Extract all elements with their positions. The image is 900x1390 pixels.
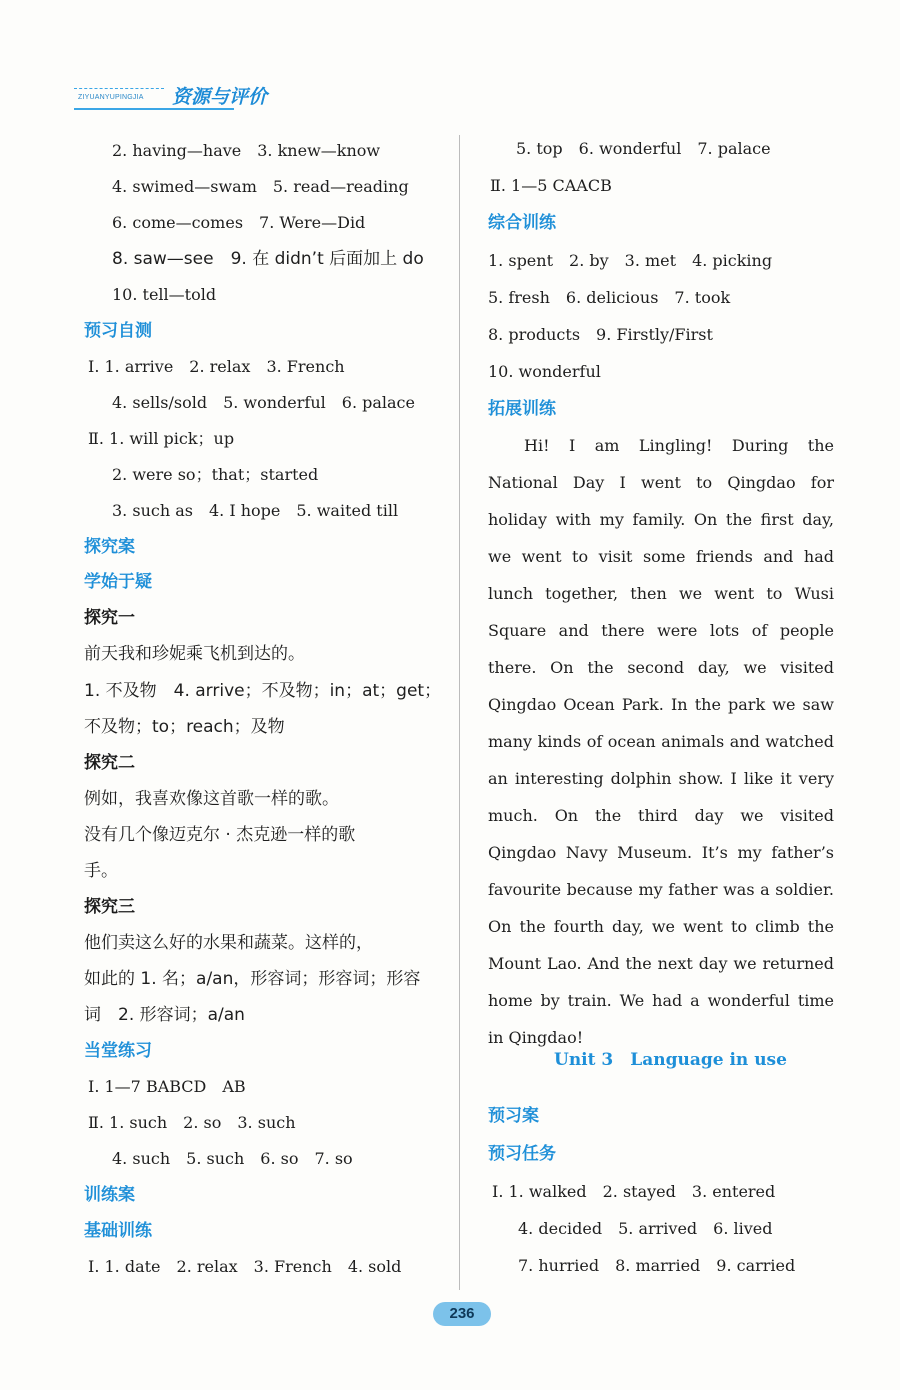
section-heading-learn: 学始于疑 (84, 572, 152, 592)
subheading-explore-2: 探究二 (84, 753, 135, 773)
answer-line: Ⅰ. 1—7 BABCD AB (88, 1077, 246, 1096)
answer-line: Ⅱ. 1. such 2. so 3. such (88, 1113, 296, 1132)
explore-text: 前天我和珍妮乘飞机到达的。 (84, 644, 305, 664)
answer-line: Ⅰ. 1. arrive 2. relax 3. French (88, 357, 345, 376)
section-heading-explore: 探究案 (84, 537, 135, 557)
answer-line: 7. hurried 8. married 9. carried (518, 1256, 796, 1275)
section-heading-prep-task: 预习任务 (488, 1144, 556, 1164)
header-underline (74, 108, 234, 110)
unit-title: Unit 3 Language in use (554, 1050, 787, 1070)
answer-line: Ⅱ. 1. will pick；up (88, 429, 235, 448)
answer-line: 2. having—have 3. knew—know (112, 141, 381, 160)
answer-line: 10. tell—told (112, 285, 217, 304)
answer-line: 5. fresh 6. delicious 7. took (488, 288, 731, 307)
header-title: 资源与评价 (172, 86, 268, 108)
answer-line: 8. saw—see 9. 在 didn’t 后面加上 do (112, 249, 424, 269)
section-heading-comprehensive: 综合训练 (488, 213, 556, 233)
section-heading-class-practice: 当堂练习 (84, 1041, 152, 1061)
essay-paragraph: Hi! I am Lingling! During the National Day I went to Qingdao for holiday with my family. On the first day, we went to visit some friends and had lunch together, then we went to Wusi Square and there were lots of people there. On the second day, we visited Qingdao Ocean Park. In the park we saw many kinds of ocean animals and watched an interesting dolphin show. I like it very much. On the third day we visited Qingdao Navy Museum. It’s my father’s favourite because my father was a soldier. On the fourth day, we went to climb the Mount Lao. And the next day we returned home by train. We had a wonderful time in Qingdao! (488, 436, 834, 1047)
section-heading-preview: 预习自测 (84, 321, 152, 341)
explore-text: 不及物；to；reach；及物 (84, 717, 285, 737)
explore-text: 如此的 1. 名；a/an，形容词；形容词；形容 (84, 969, 421, 989)
answer-line: 4. decided 5. arrived 6. lived (518, 1219, 773, 1238)
section-heading-prep: 预习案 (488, 1106, 539, 1126)
explore-text: 例如，我喜欢像这首歌一样的歌。 (84, 789, 339, 809)
explore-text: 他们卖这么好的水果和蔬菜。这样的， (84, 933, 373, 953)
answer-line: Ⅰ. 1. date 2. relax 3. French 4. sold (88, 1257, 402, 1276)
column-divider (459, 135, 460, 1290)
answer-line: 10. wonderful (488, 362, 601, 381)
subheading-explore-3: 探究三 (84, 897, 135, 917)
page-number-badge: 236 (433, 1302, 491, 1326)
header-dash-line (74, 88, 164, 89)
header-pinyin: ZIYUANYUPINGJIA (78, 94, 144, 101)
section-heading-training: 训练案 (84, 1185, 135, 1205)
page-header (72, 80, 312, 116)
answer-line: 3. such as 4. I hope 5. waited till (112, 501, 399, 520)
section-heading-extension: 拓展训练 (488, 399, 556, 419)
explore-text: 手。 (84, 861, 118, 881)
answer-line: 4. sells/sold 5. wonderful 6. palace (112, 393, 415, 412)
answer-line: 1. spent 2. by 3. met 4. picking (488, 251, 773, 270)
answer-line: 6. come—comes 7. Were—Did (112, 213, 366, 232)
answer-line: 4. such 5. such 6. so 7. so (112, 1149, 353, 1168)
subheading-explore-1: 探究一 (84, 608, 135, 628)
answer-line: Ⅰ. 1. walked 2. stayed 3. entered (492, 1182, 776, 1201)
answer-line: 8. products 9. Firstly/First (488, 325, 713, 344)
explore-text: 1. 不及物 4. arrive；不及物；in；at；get； (84, 681, 442, 701)
section-heading-basic: 基础训练 (84, 1221, 152, 1241)
explore-text: 没有几个像迈克尔 · 杰克逊一样的歌 (84, 825, 356, 845)
answer-line: Ⅱ. 1—5 CAACB (490, 176, 612, 195)
explore-text: 词 2. 形容词；a/an (84, 1005, 245, 1025)
answer-line: 4. swimed—swam 5. read—reading (112, 177, 409, 196)
answer-line: 5. top 6. wonderful 7. palace (516, 139, 771, 158)
answer-line: 2. were so；that；started (112, 465, 319, 484)
